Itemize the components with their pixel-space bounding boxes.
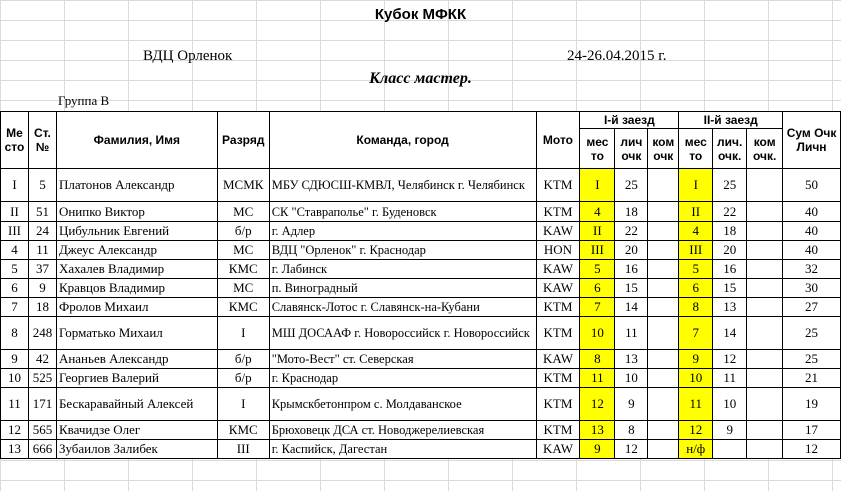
row-team: Брюховецк ДСА ст. Новоджерелиевская: [269, 421, 536, 440]
row-start-number: 11: [28, 241, 56, 260]
row-r1-team-points: [648, 421, 679, 440]
row-name: Фролов Михаил: [56, 298, 217, 317]
row-r2-place: 9: [679, 350, 713, 369]
row-r1-team-points: [648, 369, 679, 388]
row-r1-personal-points: 14: [615, 298, 648, 317]
row-start-number: 565: [28, 421, 56, 440]
table-row: [1, 222, 841, 241]
row-r1-personal-points: 11: [615, 317, 648, 350]
row-r2-place: н/ф: [679, 440, 713, 459]
table-row: [1, 260, 841, 279]
row-team: СК "Ставраполье" г. Буденовск: [269, 202, 536, 222]
group-label: Группа В: [58, 93, 110, 108]
table-row: [1, 350, 841, 369]
row-total: 17: [783, 421, 841, 440]
row-r2-place: III: [679, 241, 713, 260]
row-place: 10: [1, 369, 29, 388]
row-r2-team-points: [747, 369, 783, 388]
row-rank: МС: [217, 279, 269, 298]
row-rank: б/р: [217, 350, 269, 369]
row-place: 13: [1, 440, 29, 459]
header-name: Фамилия, Имя: [56, 112, 217, 169]
row-r2-team-points: [747, 440, 783, 459]
row-team: г. Лабинск: [269, 260, 536, 279]
row-r1-team-points: [648, 260, 679, 279]
row-team: ВДЦ "Орленок" г. Краснодар: [269, 241, 536, 260]
row-start-number: 9: [28, 279, 56, 298]
row-name: Кравцов Владимир: [56, 279, 217, 298]
row-r2-team-points: [747, 350, 783, 369]
row-r1-place: 10: [580, 317, 615, 350]
row-r1-team-points: [648, 298, 679, 317]
row-total: 12: [783, 440, 841, 459]
row-r2-place: I: [679, 169, 713, 202]
row-name: Платонов Александр: [56, 169, 217, 202]
row-total: 40: [783, 202, 841, 222]
row-r2-personal-points: 16: [713, 260, 747, 279]
row-name: Горматько Михаил: [56, 317, 217, 350]
row-r2-place: 11: [679, 388, 713, 421]
row-place: 9: [1, 350, 29, 369]
row-rank: I: [217, 388, 269, 421]
row-place: I: [1, 169, 29, 202]
row-r1-personal-points: 20: [615, 241, 648, 260]
row-moto: HON: [536, 241, 580, 260]
row-place: 8: [1, 317, 29, 350]
row-rank: КМС: [217, 298, 269, 317]
row-total: 19: [783, 388, 841, 421]
table-row: [1, 202, 841, 222]
row-name: Зубаилов Залибек: [56, 440, 217, 459]
table-row: [1, 388, 841, 421]
row-r1-team-points: [648, 169, 679, 202]
header-r2-place: мес то: [679, 129, 713, 169]
sheet-title: Кубок МФКК: [374, 6, 467, 23]
table-row: [1, 317, 841, 350]
row-total: 21: [783, 369, 841, 388]
row-rank: КМС: [217, 260, 269, 279]
row-r2-team-points: [747, 169, 783, 202]
row-r2-personal-points: 11: [713, 369, 747, 388]
header-rank: Разряд: [217, 112, 269, 169]
row-team: Славянск-Лотос г. Славянск-на-Кубани: [269, 298, 536, 317]
row-r2-personal-points: 14: [713, 317, 747, 350]
row-r1-personal-points: 10: [615, 369, 648, 388]
row-start-number: 18: [28, 298, 56, 317]
row-team: МБУ СДЮСШ-КМВЛ, Челябинск г. Челябинск: [269, 169, 536, 202]
row-r1-place: 5: [580, 260, 615, 279]
table-row: [1, 169, 841, 202]
row-r2-team-points: [747, 222, 783, 241]
row-r2-team-points: [747, 298, 783, 317]
row-team: г. Краснодар: [269, 369, 536, 388]
row-r2-personal-points: 12: [713, 350, 747, 369]
row-r2-team-points: [747, 317, 783, 350]
row-r1-place: 9: [580, 440, 615, 459]
row-r1-place: I: [580, 169, 615, 202]
row-r1-team-points: [648, 279, 679, 298]
row-moto: KAW: [536, 440, 580, 459]
row-place: 11: [1, 388, 29, 421]
row-r1-place: 7: [580, 298, 615, 317]
row-total: 30: [783, 279, 841, 298]
row-r1-personal-points: 16: [615, 260, 648, 279]
header-r2-team-points: ком очк.: [747, 129, 783, 169]
row-team: г. Адлер: [269, 222, 536, 241]
row-start-number: 248: [28, 317, 56, 350]
row-moto: KAW: [536, 279, 580, 298]
row-r1-team-points: [648, 388, 679, 421]
row-r1-personal-points: 15: [615, 279, 648, 298]
row-r2-personal-points: 10: [713, 388, 747, 421]
row-moto: KTM: [536, 388, 580, 421]
row-total: 25: [783, 350, 841, 369]
row-start-number: 37: [28, 260, 56, 279]
header-moto: Мото: [536, 112, 580, 169]
row-r2-place: 12: [679, 421, 713, 440]
row-r1-personal-points: 25: [615, 169, 648, 202]
row-start-number: 24: [28, 222, 56, 241]
row-r1-personal-points: 13: [615, 350, 648, 369]
header-race1: I-й заезд: [580, 112, 679, 129]
row-r2-personal-points: 25: [713, 169, 747, 202]
row-r2-personal-points: 13: [713, 298, 747, 317]
row-r2-personal-points: 15: [713, 279, 747, 298]
row-moto: KTM: [536, 317, 580, 350]
table-row: [1, 440, 841, 459]
row-rank: МСМК: [217, 169, 269, 202]
row-r1-place: II: [580, 222, 615, 241]
row-total: 40: [783, 241, 841, 260]
row-name: Квачидзе Олег: [56, 421, 217, 440]
row-name: Бескаравайный Алексей: [56, 388, 217, 421]
row-r2-personal-points: 18: [713, 222, 747, 241]
row-r1-place: 8: [580, 350, 615, 369]
row-r2-place: 8: [679, 298, 713, 317]
header-place: Ме сто: [1, 112, 29, 169]
row-rank: МС: [217, 202, 269, 222]
row-start-number: 42: [28, 350, 56, 369]
row-name: Ананьев Александр: [56, 350, 217, 369]
row-total: 27: [783, 298, 841, 317]
row-r2-team-points: [747, 241, 783, 260]
row-r2-place: 5: [679, 260, 713, 279]
header-race2: II-й заезд: [679, 112, 783, 129]
row-total: 50: [783, 169, 841, 202]
row-rank: б/р: [217, 369, 269, 388]
row-r1-team-points: [648, 222, 679, 241]
row-name: Георгиев Валерий: [56, 369, 217, 388]
results-table: [0, 111, 841, 459]
row-r1-place: 11: [580, 369, 615, 388]
row-name: Джеус Александр: [56, 241, 217, 260]
row-name: Цибульник Евгений: [56, 222, 217, 241]
row-start-number: 666: [28, 440, 56, 459]
row-r1-team-points: [648, 440, 679, 459]
row-moto: KAW: [536, 222, 580, 241]
row-r1-place: III: [580, 241, 615, 260]
row-r2-place: 7: [679, 317, 713, 350]
row-total: 25: [783, 317, 841, 350]
table-row: [1, 241, 841, 260]
row-r1-place: 13: [580, 421, 615, 440]
table-row: [1, 298, 841, 317]
row-place: II: [1, 202, 29, 222]
row-place: 4: [1, 241, 29, 260]
table-row: [1, 421, 841, 440]
row-rank: I: [217, 317, 269, 350]
row-place: 5: [1, 260, 29, 279]
header-total: Сум Очк Личн: [783, 112, 841, 169]
header-r1-personal-points: лич очк: [615, 129, 648, 169]
class-label: Класс мастер.: [369, 70, 472, 87]
row-rank: МС: [217, 241, 269, 260]
row-r2-place: 10: [679, 369, 713, 388]
row-name: Онипко Виктор: [56, 202, 217, 222]
row-r2-personal-points: 22: [713, 202, 747, 222]
row-total: 32: [783, 260, 841, 279]
row-rank: КМС: [217, 421, 269, 440]
row-team: Крымскбетонпром с. Молдаванское: [269, 388, 536, 421]
row-rank: III: [217, 440, 269, 459]
header-r1-team-points: ком очк: [648, 129, 679, 169]
row-total: 40: [783, 222, 841, 241]
table-row: [1, 279, 841, 298]
row-moto: KTM: [536, 202, 580, 222]
row-start-number: 171: [28, 388, 56, 421]
row-r2-team-points: [747, 260, 783, 279]
row-r1-personal-points: 9: [615, 388, 648, 421]
row-moto: KTM: [536, 421, 580, 440]
row-start-number: 5: [28, 169, 56, 202]
row-moto: KAW: [536, 350, 580, 369]
row-moto: KTM: [536, 169, 580, 202]
row-team: п. Виноградный: [269, 279, 536, 298]
row-r2-team-points: [747, 202, 783, 222]
venue-label: ВДЦ Орленок: [143, 48, 233, 64]
row-team: МШ ДОСААФ г. Новороссийск г. Новороссийск: [269, 317, 536, 350]
row-place: 12: [1, 421, 29, 440]
header-team: Команда, город: [269, 112, 536, 169]
header-start-number: Ст. №: [28, 112, 56, 169]
row-r1-personal-points: 22: [615, 222, 648, 241]
row-start-number: 51: [28, 202, 56, 222]
row-r1-team-points: [648, 317, 679, 350]
row-moto: KTM: [536, 298, 580, 317]
row-r1-place: 6: [580, 279, 615, 298]
row-r1-place: 12: [580, 388, 615, 421]
row-r2-place: 6: [679, 279, 713, 298]
row-r2-place: 4: [679, 222, 713, 241]
row-r2-team-points: [747, 279, 783, 298]
row-start-number: 525: [28, 369, 56, 388]
row-r1-personal-points: 8: [615, 421, 648, 440]
row-team: "Мото-Вест" ст. Северская: [269, 350, 536, 369]
row-r2-team-points: [747, 388, 783, 421]
row-r1-personal-points: 18: [615, 202, 648, 222]
row-place: III: [1, 222, 29, 241]
row-rank: б/р: [217, 222, 269, 241]
row-r1-team-points: [648, 241, 679, 260]
row-r2-place: II: [679, 202, 713, 222]
row-moto: KTM: [536, 369, 580, 388]
row-r1-team-points: [648, 350, 679, 369]
row-place: 6: [1, 279, 29, 298]
row-r2-team-points: [747, 421, 783, 440]
dates-label: 24-26.04.2015 г.: [567, 48, 667, 64]
row-name: Хахалев Владимир: [56, 260, 217, 279]
row-r1-team-points: [648, 202, 679, 222]
row-r1-personal-points: 12: [615, 440, 648, 459]
header-r1-place: мес то: [580, 129, 615, 169]
row-r2-personal-points: 9: [713, 421, 747, 440]
row-r2-personal-points: [713, 440, 747, 459]
row-place: 7: [1, 298, 29, 317]
row-r2-personal-points: 20: [713, 241, 747, 260]
row-team: г. Каспийск, Дагестан: [269, 440, 536, 459]
row-r1-place: 4: [580, 202, 615, 222]
table-row: [1, 369, 841, 388]
header-r2-personal-points: лич. очк.: [713, 129, 747, 169]
row-moto: KAW: [536, 260, 580, 279]
